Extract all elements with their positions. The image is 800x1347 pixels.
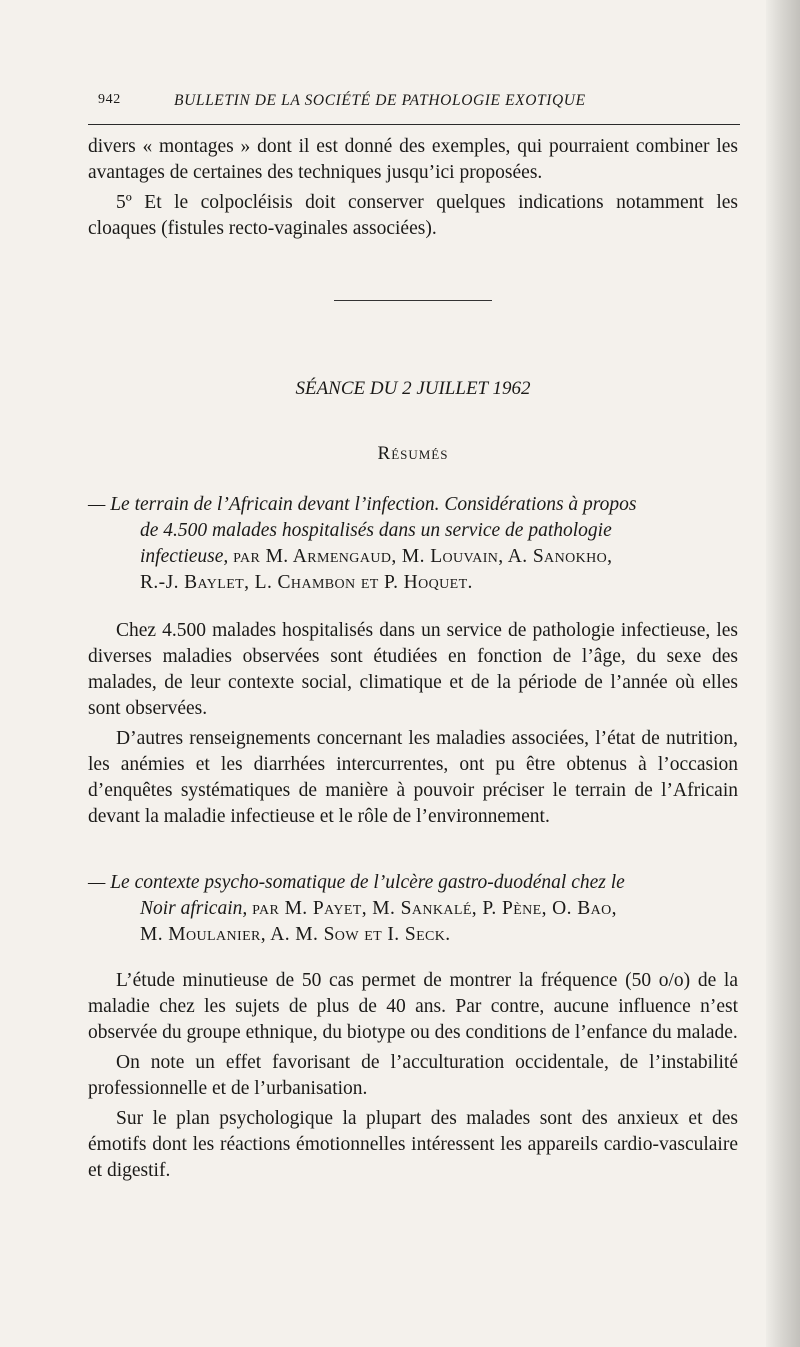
abstract-2 <box>88 870 738 1184</box>
abstract-2-authors-line-2: M. Moulanier, A. M. Sow et I. Seck. <box>140 924 451 945</box>
abstract-2-paragraph-3: Sur le plan psychologique la plupart des malades sont des anxieux et des émotifs dont les réactions émotionnelles intéressent les appareils cardio-vasculaire et digestif. <box>88 1108 738 1181</box>
abstract-2-title-end: Noir africain, <box>140 898 248 919</box>
intro-paragraph-2: 5º Et le colpocléisis doit conserver quelques indications notamment les cloaques (fistules recto-vaginales associées). <box>88 192 738 239</box>
abstract-2-paragraph-1: L’étude minutieuse de 50 cas permet de montrer la fréquence (50 o/o) de la maladie chez les sujets de plus de 40 ans. Par contre, aucune influence n’est observée du groupe ethnique, du biotype ou des conditions de l’enfance du malade. <box>88 970 738 1043</box>
intro-paragraph-1: divers « montages » dont il est donné des exemples, qui pourraient combiner les avantages de certaines des techniques jusqu’ici proposées. <box>88 136 738 183</box>
abstract-2-title-line-2 <box>88 896 738 922</box>
abstract-1-authors-line-2: R.-J. Baylet, L. Chambon et P. Hoquet. <box>140 572 473 593</box>
abstract-1-title-line-1: — Le terrain de l’Africain devant l’infection. Considérations à propos <box>88 494 637 515</box>
abstract-1-paragraph-1: Chez 4.500 malades hospitalisés dans un service de pathologie infectieuse, les diverses maladies observées sont étudiées en fonction de l’âge, du sexe des malades, de leur contexte social, climatique et de la période de l’année où elles sont observées. <box>88 620 738 719</box>
running-title: BULLETIN DE LA SOCIÉTÉ DE PATHOLOGIE EXOTIQUE <box>174 92 586 109</box>
abstract-2-title-line-1: — Le contexte psycho-somatique de l’ulcère gastro-duodénal chez le <box>88 872 625 893</box>
page-number: 942 <box>98 92 121 107</box>
section-separator <box>334 300 492 301</box>
page-edge-shadow <box>766 0 800 1347</box>
abstract-1-paragraph-2: D’autres renseignements concernant les maladies associées, l’état de nutrition, les anémies et les diarrhées intercurrentes, ont pu être obtenus à l’occasion d’enquêtes systématiques de manière à pouvoir préciser le terrain de l’Africain devant la maladie infectieuse et le rôle de l’environnement. <box>88 728 738 827</box>
header-rule <box>88 124 740 125</box>
abstract-1-title-line-2: de 4.500 malades hospitalisés dans un service de pathologie <box>140 520 612 541</box>
session-title: SÉANCE DU 2 JUILLET 1962 <box>295 378 531 399</box>
section-title: Résumés <box>377 443 449 464</box>
intro-text <box>88 134 738 242</box>
abstract-2-paragraph-2: On note un effet favorisant de l’acculturation occidentale, de l’instabilité professionnelle et de l’urbanisation. <box>88 1052 738 1099</box>
abstract-1 <box>88 492 738 830</box>
abstract-1-authors-line-1: par M. Armengaud, M. Louvain, A. Sanokho, <box>233 546 613 567</box>
abstract-1-title-line-3 <box>88 544 738 570</box>
abstract-1-title-end: infectieuse, <box>140 546 229 567</box>
abstract-2-authors-line-1: par M. Payet, M. Sankalé, P. Pène, O. Bao, <box>252 898 617 919</box>
